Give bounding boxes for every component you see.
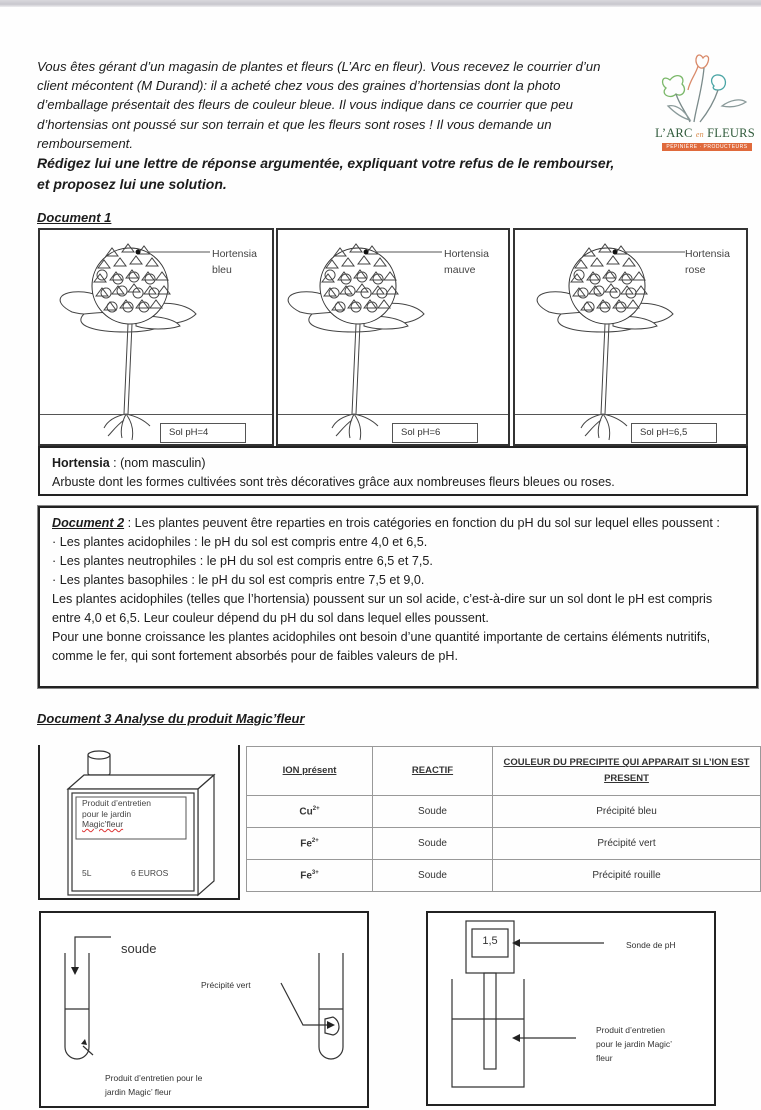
reagent-cell: Soude bbox=[373, 860, 493, 892]
document1-title: Document 1 bbox=[37, 210, 112, 225]
window-top-edge bbox=[0, 0, 761, 7]
definition-grammar: : (nom masculin) bbox=[109, 456, 206, 470]
flower-label bbox=[444, 246, 489, 278]
precipitate-color-cell: Précipité bleu bbox=[493, 796, 761, 828]
company-logo bbox=[648, 50, 760, 155]
document2-paragraph: Pour une bonne croissance les plantes acidophiles ont besoin d’une quantité importante de certains éléments nutritifs, comme le fer, qui sont fortement absorbés pour de faibles valeurs de pH. bbox=[52, 630, 711, 663]
document2-box bbox=[38, 506, 758, 688]
flower-label-line2: rose bbox=[685, 264, 706, 276]
flower-label-line2: mauve bbox=[444, 264, 476, 276]
flower-label bbox=[685, 246, 730, 278]
ion-symbol: Fe bbox=[300, 870, 312, 882]
result-label: Précipité vert bbox=[201, 980, 251, 990]
bottle-label-line1: Produit d’entretien bbox=[82, 798, 151, 808]
bottle-label bbox=[82, 798, 151, 830]
task-line: et proposez lui une solution. bbox=[37, 176, 227, 193]
document1-panel-blue bbox=[38, 228, 274, 446]
ion-cell bbox=[247, 796, 373, 828]
bottle-label-product: Magic’fleur bbox=[82, 819, 124, 829]
brand-name-right: FLEURS bbox=[707, 126, 755, 140]
ph-category-item: · Les plantes basophiles : le pH du sol est compris entre 7,5 et 9,0. bbox=[52, 573, 425, 587]
ground-line bbox=[40, 414, 272, 415]
ion-charge: 2+ bbox=[311, 837, 319, 844]
column-header: COULEUR DU PRECIPITE QUI APPARAIT SI L’ION EST PRESENT bbox=[493, 747, 761, 796]
ph-reading-display: 1,5 bbox=[482, 935, 498, 947]
precipitate-color-cell: Précipité vert bbox=[493, 828, 761, 860]
flower-label bbox=[212, 246, 257, 278]
reagent-cell: Soude bbox=[373, 828, 493, 860]
sample-label bbox=[105, 1071, 202, 1099]
sample-label-line1: Produit d’entretien bbox=[596, 1025, 665, 1035]
sample-label-line2: jardin Magic’ fleur bbox=[105, 1087, 172, 1097]
ph-category-item: · Les plantes acidophiles : le pH du sol est compris entre 4,0 et 6,5. bbox=[52, 535, 428, 549]
ion-symbol: Cu bbox=[299, 806, 313, 818]
intro-line: client mécontent (M Durand): il a acheté chez vous des graines d’hortensias dont la photo bbox=[37, 78, 561, 94]
definition-term: Hortensia bbox=[52, 456, 110, 470]
ion-charge: 2+ bbox=[312, 805, 320, 812]
hortensia-definition bbox=[38, 446, 748, 496]
document1-panel-mauve bbox=[276, 228, 510, 446]
reagent-label: soude bbox=[121, 941, 157, 956]
sample-label-line3: fleur bbox=[596, 1053, 613, 1063]
document2-title: Document 2 bbox=[52, 516, 125, 530]
ion-cell bbox=[247, 828, 373, 860]
reagent-cell: Soude bbox=[373, 796, 493, 828]
document3-title: Document 3 Analyse du produit Magic’fleur bbox=[37, 711, 305, 726]
intro-line: d’hortensias ont poussé sur son terrain et que les fleurs sont roses ! Il vous demande un bbox=[37, 116, 552, 132]
flower-label-line1: Hortensia bbox=[685, 248, 730, 260]
product-bottle-frame bbox=[38, 745, 240, 900]
document2-intro-text: : Les plantes peuvent être reparties en trois catégories en fonction du pH du sol sur lequel elles poussent : bbox=[124, 516, 720, 530]
table-row bbox=[247, 796, 761, 828]
brand-tagline: PÉPINIÈRE · PRODUCTEURS bbox=[662, 143, 752, 151]
document2-paragraph: Les plantes acidophiles (telles que l’hortensia) poussent sur un sol acide, c’est-à-dire sur un sol dont le pH est compris entre 4,0 et 6,5. Leur couleur dépend du pH du sol dans lequel elles poussent. bbox=[52, 592, 713, 625]
brand-name-mid: en bbox=[695, 130, 704, 139]
ph-category-item: · Les plantes neutrophiles : le pH du sol est compris entre 6,5 et 7,5. bbox=[52, 554, 433, 568]
document2-intro bbox=[52, 514, 744, 533]
table-header-row bbox=[247, 747, 761, 796]
task-line: Rédigez lui une lettre de réponse argumentée, expliquant votre refus de le rembourser, bbox=[37, 155, 615, 172]
sample-label-line1: Produit d’entretien pour le bbox=[105, 1073, 203, 1083]
intro-line: d’emballage présentait des fleurs de couleur bleue. Il vous indique dans ce courrier que peu bbox=[37, 97, 573, 113]
flower-label-line1: Hortensia bbox=[212, 248, 257, 260]
bottle-volume: 5L bbox=[82, 868, 92, 878]
intro-line: remboursement. bbox=[37, 135, 134, 151]
ion-symbol: Fe bbox=[300, 838, 312, 850]
flower-logo-icon bbox=[648, 50, 760, 128]
ph-measurement-diagram bbox=[426, 911, 716, 1106]
flower-label-line2: bleu bbox=[212, 264, 232, 276]
document1-panel-pink bbox=[513, 228, 748, 446]
sample-label bbox=[596, 1023, 672, 1065]
ion-charge: 3+ bbox=[311, 869, 319, 876]
ground-line bbox=[515, 414, 746, 415]
precipitate-color-cell: Précipité rouille bbox=[493, 860, 761, 892]
probe-label: Sonde de pH bbox=[626, 940, 676, 950]
sample-label-line2: pour le jardin Magic’ bbox=[596, 1039, 673, 1049]
flower-label-line1: Hortensia bbox=[444, 248, 489, 260]
bottle-label-line2: pour le jardin bbox=[82, 808, 132, 819]
definition-text: Arbuste dont les formes cultivées sont très décoratives grâce aux nombreuses fleurs bleues ou roses. bbox=[52, 475, 615, 489]
ground-line bbox=[278, 414, 508, 415]
definition-heading bbox=[52, 454, 734, 473]
brand-name bbox=[650, 126, 760, 141]
table-row bbox=[247, 860, 761, 892]
column-header: REACTIF bbox=[373, 747, 493, 796]
task-instruction bbox=[37, 153, 637, 195]
brand-name-left: L’ARC bbox=[655, 126, 693, 140]
soil-ph-label: Sol pH=6,5 bbox=[631, 423, 717, 443]
column-header: ION présent bbox=[247, 747, 373, 796]
table-row bbox=[247, 828, 761, 860]
exercise-statement bbox=[37, 57, 637, 195]
intro-line: Vous êtes gérant d’un magasin de plantes et fleurs (L’Arc en fleur). Vous recevez le courrier d’un bbox=[37, 59, 601, 74]
ion-test-table bbox=[246, 746, 761, 892]
precipitation-test-diagram bbox=[39, 911, 369, 1108]
soil-ph-label: Sol pH=6 bbox=[392, 423, 478, 443]
test-tubes-illustration-icon bbox=[41, 913, 371, 1110]
ion-cell bbox=[247, 860, 373, 892]
bottle-price: 6 EUROS bbox=[131, 868, 169, 878]
soil-ph-label: Sol pH=4 bbox=[160, 423, 246, 443]
